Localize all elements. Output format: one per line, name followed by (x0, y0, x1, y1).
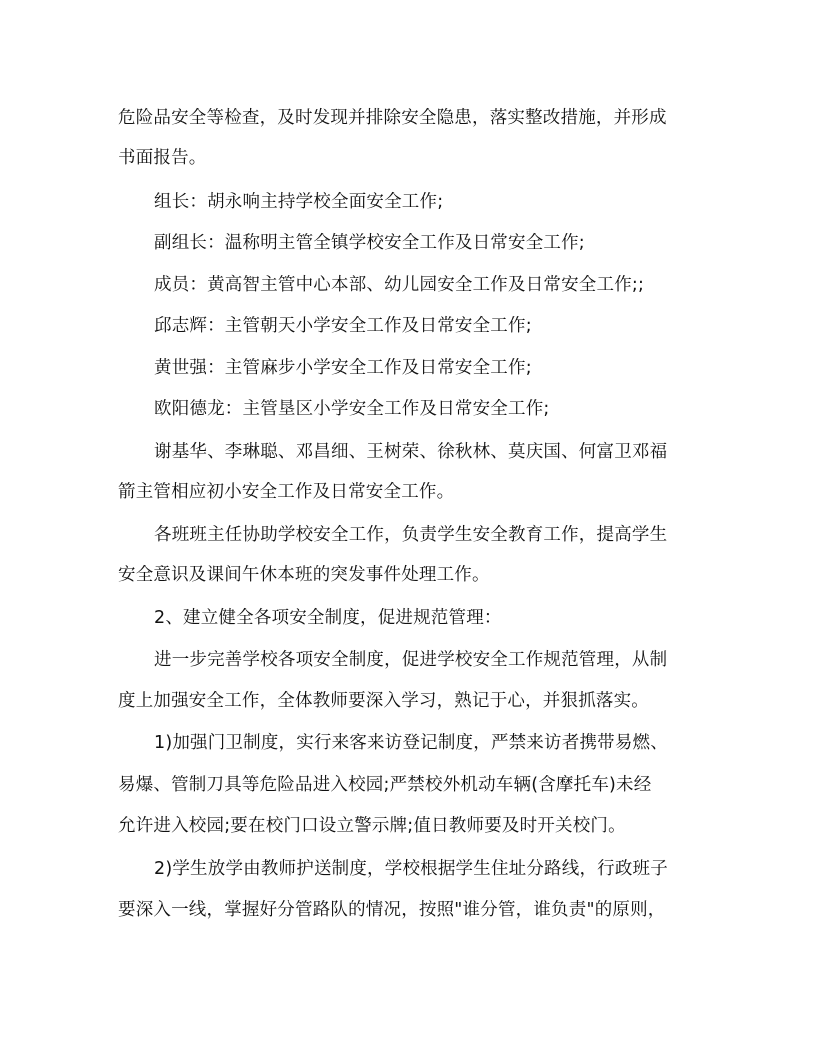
text-line-3: 组长：胡永响主持学校全面安全工作; (154, 192, 444, 212)
text-line-1: 危险品安全等检查，及时发现并排除安全隐患，落实整改措施，并形成 (118, 108, 667, 128)
text-line-16: 1)加强门卫制度，实行来客来访登记制度，严禁来访者携带易燃、 (154, 733, 668, 753)
text-line-4: 副组长：温称明主管全镇学校安全工作及日常安全工作; (154, 233, 585, 253)
text-line-14: 进一步完善学校各项安全制度，促进学校安全工作规范管理，从制 (154, 650, 668, 670)
text-line-2: 书面报告。 (118, 148, 207, 168)
text-line-6: 邱志辉：主管朝天小学安全工作及日常安全工作; (154, 316, 532, 336)
text-line-10: 箭主管相应初小安全工作及日常安全工作。 (118, 482, 455, 502)
text-line-19: 2)学生放学由教师护送制度，学校根据学生住址分路线，行政班子 (154, 859, 668, 879)
text-line-15: 度上加强安全工作，全体教师要深入学习，熟记于心，并狠抓落实。 (118, 691, 649, 711)
text-line-11: 各班班主任协助学校安全工作，负责学生安全教育工作，提高学生 (154, 525, 668, 545)
text-line-9: 谢基华、李琳聪、邓昌细、王树荣、徐秋林、莫庆国、何富卫邓福 (154, 442, 668, 462)
text-line-13: 2、建立健全各项安全制度，促进规范管理： (154, 608, 502, 628)
text-line-17: 易爆、管制刀具等危险品进入校园;严禁校外机动车辆(含摩托车)未经 (118, 775, 652, 795)
text-line-12: 安全意识及课间午休本班的突发事件处理工作。 (118, 565, 490, 585)
text-line-18: 允许进入校园;要在校门口设立警示牌;值日教师要及时开关校门。 (118, 816, 626, 836)
text-line-7: 黄世强：主管麻步小学安全工作及日常安全工作; (154, 358, 532, 378)
text-line-8: 欧阳德龙：主管垦区小学安全工作及日常安全工作; (154, 399, 550, 419)
text-line-20: 要深入一线，掌握好分管路队的情况，按照"谁分管，谁负责"的原则， (118, 900, 666, 920)
text-line-5: 成员：黄高智主管中心本部、幼儿园安全工作及日常安全工作;; (154, 275, 645, 295)
